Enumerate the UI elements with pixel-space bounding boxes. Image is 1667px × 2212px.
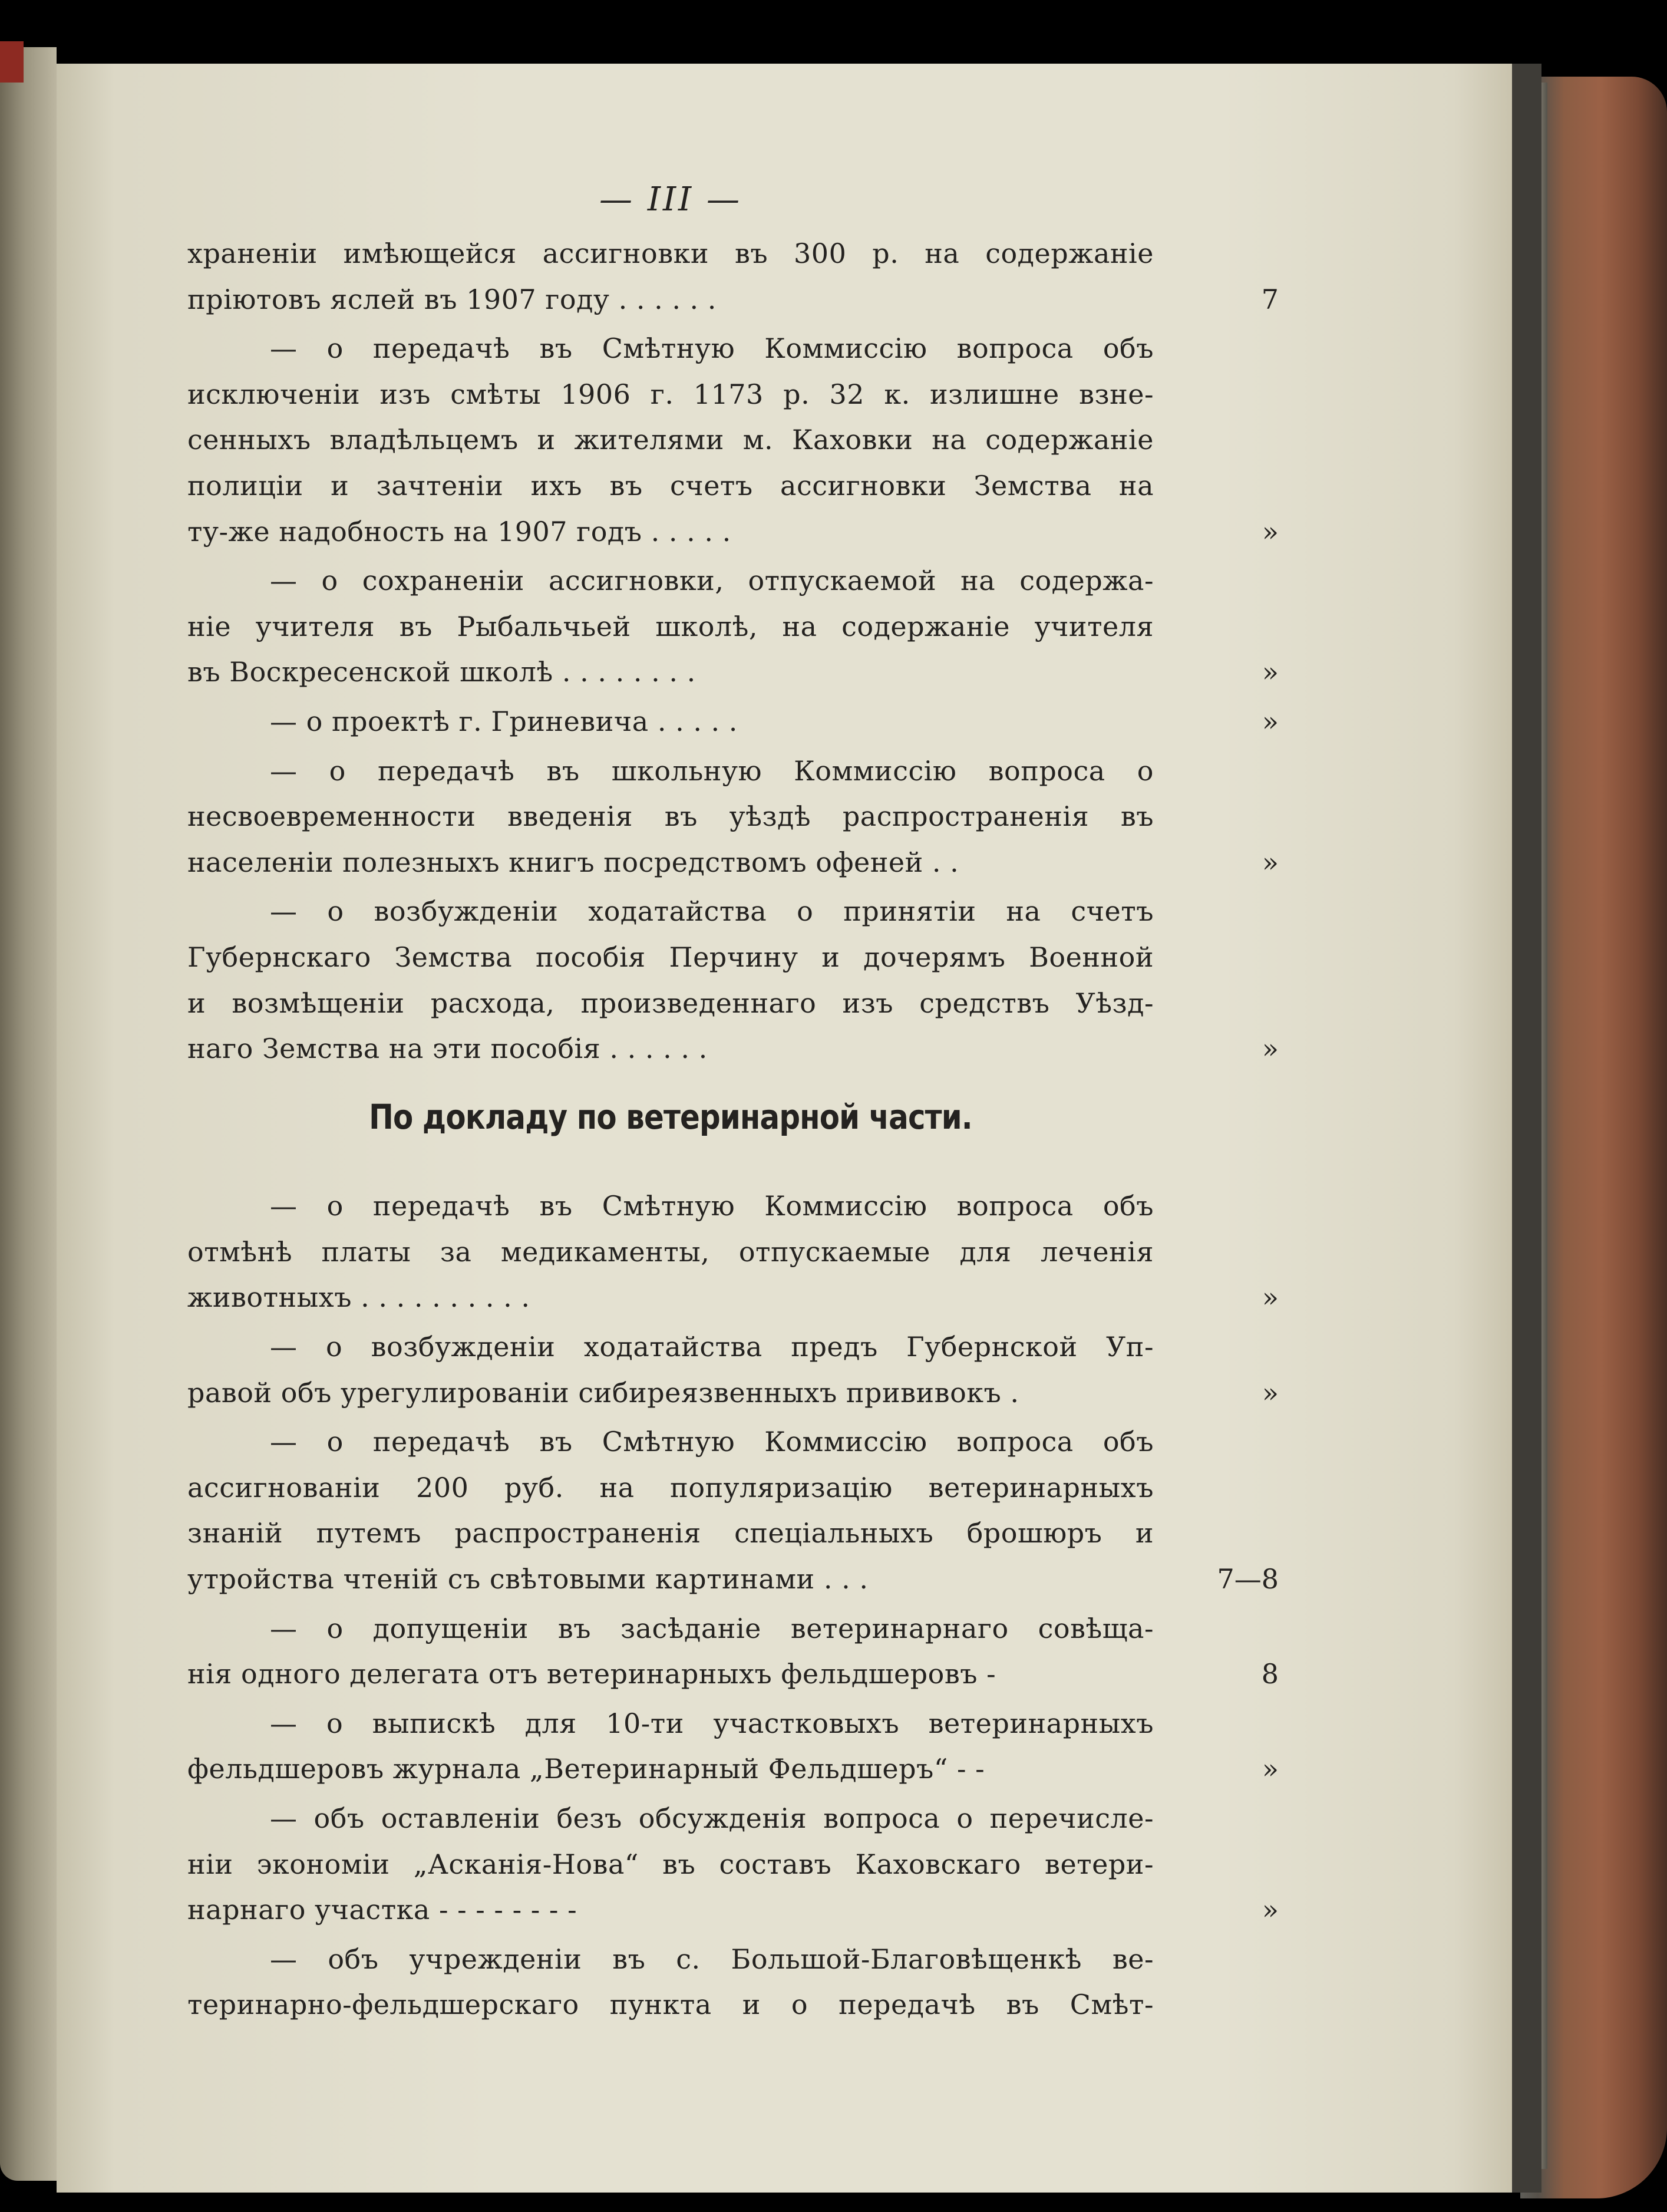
entry-line-row	[187, 650, 1279, 695]
entry	[187, 1606, 1279, 1701]
page-reference: 7	[1261, 283, 1279, 315]
entry-line-row	[187, 889, 1154, 935]
entry-line-row	[187, 840, 1279, 886]
entry-line-row	[187, 749, 1154, 795]
page-gutter-shadow	[1512, 64, 1541, 2193]
entry-line: — о возбужденіи ходатайства предъ Губернской Уп-	[270, 1331, 1154, 1363]
section-heading: По докладу по ветеринарной части.	[369, 1096, 972, 1137]
entry-line-row	[187, 326, 1154, 372]
entry	[187, 889, 1279, 1075]
entry-line-row	[187, 1557, 1279, 1603]
entry-line-row	[187, 509, 1279, 555]
entry-line: — о сохраненіи ассигновки, отпускаемой на содержа-	[270, 565, 1154, 597]
entry-line: — о передачѣ въ Смѣтную Коммиссію вопроса объ	[270, 332, 1154, 365]
entry-line: нія одного делегата отъ ветеринарныхъ фельдшеровъ -	[187, 1658, 996, 1690]
entry-line-row	[187, 1651, 1279, 1697]
entry-line: храненіи имѣющейся ассигновки въ 300 р. на содержаніе	[187, 238, 1154, 269]
entry-line: теринарно-фельдшерскаго пункта и о передачѣ въ Смѣт-	[187, 1989, 1154, 2021]
entry-line: равой объ урегулированіи сибиреязвенныхъ прививокъ .	[187, 1376, 1019, 1409]
entry-line: сенныхъ владѣльцемъ и жителями м. Каховки на содержаніе	[187, 424, 1154, 456]
entry-line: — о допущеніи въ засѣданіе ветеринарнаго совѣща-	[270, 1612, 1154, 1644]
entry	[187, 1937, 1154, 2032]
entry-line-row	[187, 1796, 1154, 1842]
page-reference: »	[1262, 1376, 1279, 1409]
entry-line-row	[187, 981, 1154, 1027]
page-content	[187, 179, 1279, 2032]
entry-line: — о возбужденіи ходатайства о принятіи на счетъ	[270, 895, 1154, 928]
entry	[187, 1324, 1279, 1419]
entry-line-row	[187, 1465, 1154, 1511]
entry	[187, 749, 1279, 889]
entry-line: Губернскаго Земства пособія Перчину и дочерямъ Военной	[187, 941, 1154, 973]
entry-line: ту-же надобность на 1907 годъ . . . . .	[187, 515, 731, 548]
entry-line-row	[187, 1419, 1154, 1465]
entry-line: — объ оставленіи безъ обсужденія вопроса о перечисле-	[270, 1802, 1154, 1834]
entry-line-row	[187, 1937, 1154, 1983]
page-reference: »	[1262, 656, 1279, 688]
entry	[187, 231, 1279, 326]
entry-line: — о передачѣ въ школьную Коммиссію вопроса о	[270, 754, 1154, 787]
entry-line-row	[187, 231, 1154, 277]
entry-line-row	[187, 1842, 1154, 1888]
entry-line-row	[187, 372, 1154, 418]
entry-line-row	[187, 1324, 1154, 1370]
entry-line-row	[187, 417, 1154, 463]
entry-line: — о передачѣ въ Смѣтную Коммиссію вопроса объ	[270, 1426, 1154, 1458]
entry-line: ассигнованіи 200 руб. на популяризацію ветеринарныхъ	[187, 1471, 1154, 1504]
entry-line: наго Земства на эти пособія . . . . . .	[187, 1033, 708, 1065]
entry-line-row	[187, 463, 1154, 509]
page-reference: »	[1262, 1033, 1279, 1065]
entry-line-row	[187, 1887, 1279, 1933]
page-reference: »	[1262, 515, 1279, 548]
page-reference: 8	[1261, 1658, 1279, 1690]
entry-line-row	[187, 1275, 1279, 1321]
entry-line-row	[187, 1026, 1279, 1072]
entry-line-row	[187, 699, 1279, 745]
entry-line: населеніи полезныхъ книгъ посредствомъ офеней . .	[187, 846, 959, 878]
entry	[187, 1184, 1279, 1324]
left-page-edge	[0, 47, 57, 2181]
entry-line-row	[187, 935, 1154, 981]
page-reference: »	[1262, 846, 1279, 878]
entry-line-row	[187, 1184, 1154, 1229]
entry-line: нарнаго участка - - - - - - - -	[187, 1894, 577, 1926]
entry	[187, 1701, 1279, 1796]
entry-line-row	[187, 1746, 1279, 1792]
entry-line: пріютовъ яслей въ 1907 году . . . . . .	[187, 283, 717, 315]
entry-line-row	[187, 604, 1154, 650]
entry	[187, 699, 1279, 749]
entry	[187, 1419, 1279, 1606]
entry-list	[187, 231, 1279, 1076]
entry-line-row	[187, 1701, 1154, 1747]
entry-line: ніи экономіи „Асканія-Нова“ въ составъ Каховскаго ветери-	[187, 1848, 1154, 1880]
entry-line: — о проектѣ г. Гриневича . . . . .	[270, 705, 738, 737]
entry-line: — о выпискѣ для 10-ти участковыхъ ветеринарныхъ	[270, 1707, 1154, 1739]
entry-line-row	[187, 558, 1154, 604]
page-reference: »	[1262, 1753, 1279, 1785]
entry-line: въ Воскресенской школѣ . . . . . . . .	[187, 656, 696, 688]
entry-line-row	[187, 1229, 1154, 1275]
entry-line: несвоевременности введенія въ уѣздѣ распространенія въ	[187, 800, 1154, 833]
entry-line: ніе учителя въ Рыбальчьей школѣ, на содержаніе учителя	[187, 610, 1154, 642]
page-reference: »	[1262, 1281, 1279, 1314]
entry-list-veterinary	[187, 1184, 1279, 2032]
entry-line-row	[187, 1982, 1154, 2028]
entry	[187, 1796, 1279, 1937]
entry	[187, 326, 1279, 558]
entry-line: полиціи и зачтеніи ихъ въ счетъ ассигновки Земства на	[187, 469, 1154, 502]
entry-line: животныхъ . . . . . . . . . .	[187, 1281, 530, 1314]
entry-line: — объ учрежденіи въ с. Большой-Благовѣщенкѣ ве-	[270, 1943, 1154, 1975]
entry-line-row	[187, 277, 1279, 323]
entry-line-row	[187, 794, 1154, 840]
entry	[187, 558, 1279, 699]
left-cover-corner	[0, 41, 24, 83]
page-reference: »	[1262, 1894, 1279, 1926]
entry-line: фельдшеровъ журнала „Ветеринарный Фельдшеръ“ - -	[187, 1753, 985, 1785]
entry-line: знаній путемъ распространенія спеціальныхъ брошюръ и	[187, 1517, 1154, 1550]
entry-line: исключеніи изъ смѣты 1906 г. 1173 р. 32 к. излишне взне-	[187, 378, 1154, 410]
entry-line: утройства чтеній съ свѣтовыми картинами . . .	[187, 1563, 869, 1595]
entry-line-row	[187, 1370, 1279, 1416]
entry-line-row	[187, 1511, 1154, 1557]
entry-line: — о передачѣ въ Смѣтную Коммиссію вопроса объ	[270, 1190, 1154, 1222]
page-reference: »	[1262, 705, 1279, 737]
page-header: — III —	[599, 180, 742, 219]
page-reference: 7—8	[1217, 1563, 1279, 1595]
entry-line: и возмѣщеніи расхода, произведеннаго изъ средствъ Уѣзд-	[187, 987, 1154, 1019]
entry-line-row	[187, 1606, 1154, 1652]
entry-line: отмѣнѣ платы за медикаменты, отпускаемые для леченія	[187, 1235, 1154, 1268]
